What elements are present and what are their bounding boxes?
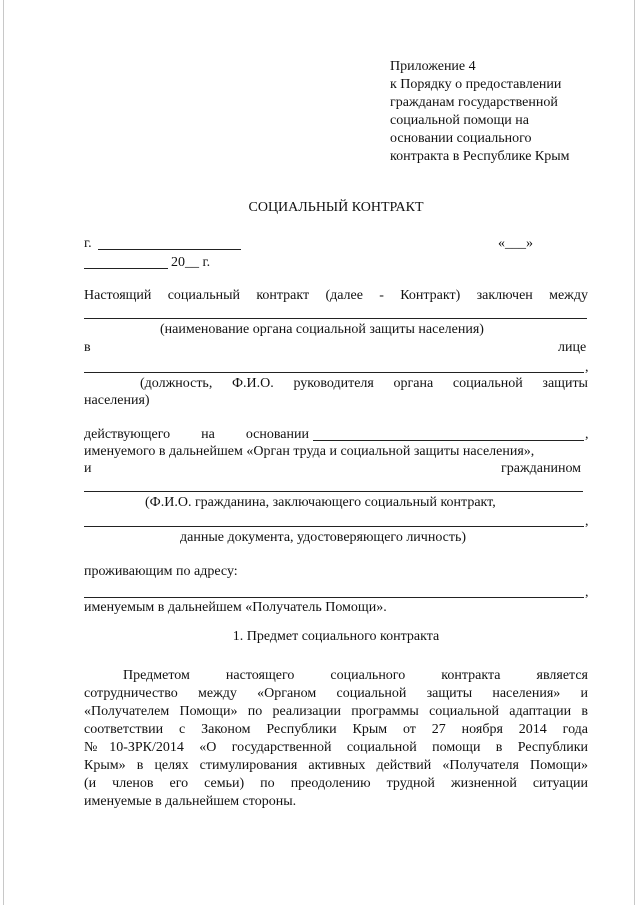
- citizen-word: гражданином: [501, 461, 582, 476]
- comma: ,: [585, 514, 589, 529]
- doc-caption: данные документа, удостоверяющего личность): [180, 530, 467, 545]
- word: (должность,: [140, 376, 213, 391]
- word: социальной: [452, 376, 523, 391]
- date-month-blank-line: [84, 268, 168, 269]
- word: -: [379, 288, 384, 303]
- appendix-line: Приложение 4: [390, 59, 476, 74]
- word: между: [549, 288, 588, 303]
- word: Настоящий: [84, 288, 152, 303]
- paragraph-line: «Получателем Помощи» по реализации программы социальной адаптации в: [84, 704, 588, 719]
- recipient-named-text: именуемым в дальнейшем «Получатель Помощи».: [84, 600, 387, 615]
- word: на: [201, 427, 215, 442]
- intro-line: [84, 288, 588, 304]
- paragraph-line: Крым» в целях стимулирования активных действий «Получателя Помощи»: [84, 758, 588, 773]
- word: защиты: [542, 376, 588, 391]
- citizen-caption: (Ф.И.О. гражданина, заключающего социальный контракт,: [145, 495, 496, 510]
- word: (далее: [325, 288, 363, 303]
- position-caption-cont: населения): [84, 393, 150, 408]
- in-word: в: [84, 340, 91, 355]
- org-blank-line: [84, 318, 587, 319]
- appendix-line: к Порядку о предоставлении: [390, 77, 562, 92]
- paragraph-line: сотрудничество между «Органом социальной защиты населения» и: [84, 686, 588, 701]
- basis-blank-line: [313, 440, 584, 441]
- date-year: 20__ г.: [171, 255, 211, 270]
- paragraph-line: №10-ЗРК/2014 «О государственной социальной помощи в Республики: [84, 740, 588, 755]
- face-word: лице: [558, 340, 587, 355]
- appendix-line: основании социального: [390, 131, 532, 146]
- official-blank-line: [84, 372, 584, 373]
- org-caption: (наименование органа социальной защиты населения): [160, 322, 484, 337]
- city-blank-line: [98, 249, 241, 250]
- section-heading: 1. Предмет социального контракта: [232, 629, 440, 644]
- comma: ,: [585, 360, 589, 375]
- position-caption: [140, 376, 588, 392]
- word: заключен: [476, 288, 533, 303]
- appendix-line: контракта в Республике Крым: [390, 149, 570, 164]
- and-word: и: [84, 461, 92, 476]
- word: контракт: [256, 288, 310, 303]
- comma: ,: [585, 585, 589, 600]
- appendix-line: гражданам государственной: [390, 95, 558, 110]
- named-as-text: именуемого в дальнейшем «Орган труда и социальной защиты населения»,: [84, 444, 535, 459]
- paragraph-line: Предметом настоящего социального контракта является: [123, 668, 588, 683]
- document-title: СОЦИАЛЬНЫЙ КОНТРАКТ: [248, 200, 424, 215]
- paragraph-line: соответствии с Законом Республики Крым от 27 ноября 2014 года: [84, 722, 588, 737]
- word: Ф.И.О.: [232, 376, 274, 391]
- appendix-line: социальной помощи на: [390, 113, 529, 128]
- word: руководителя: [293, 376, 374, 391]
- address-label: проживающим по адресу:: [84, 564, 238, 579]
- scan-edge-left: [3, 0, 4, 905]
- citizen-blank-line: [84, 491, 583, 492]
- basis-words: [84, 427, 309, 443]
- scan-edge-right: [634, 0, 635, 905]
- paragraph-last-line: именуемые в дальнейшем стороны.: [84, 794, 297, 809]
- appendix-note: [390, 58, 610, 166]
- address-blank-line: [84, 597, 584, 598]
- paragraph-line: (и членов его семьи) по преодолению трудной жизненной ситуации: [84, 776, 588, 791]
- word: действующего: [84, 427, 171, 442]
- comma: ,: [585, 427, 589, 442]
- word: Контракт): [400, 288, 461, 303]
- date-day-quote: «___»: [498, 236, 533, 251]
- citizen-blank-line-2: [84, 526, 584, 527]
- city-prefix: г.: [84, 236, 92, 251]
- word: основании: [245, 427, 309, 442]
- word: органа: [393, 376, 434, 391]
- word: социальный: [167, 288, 241, 303]
